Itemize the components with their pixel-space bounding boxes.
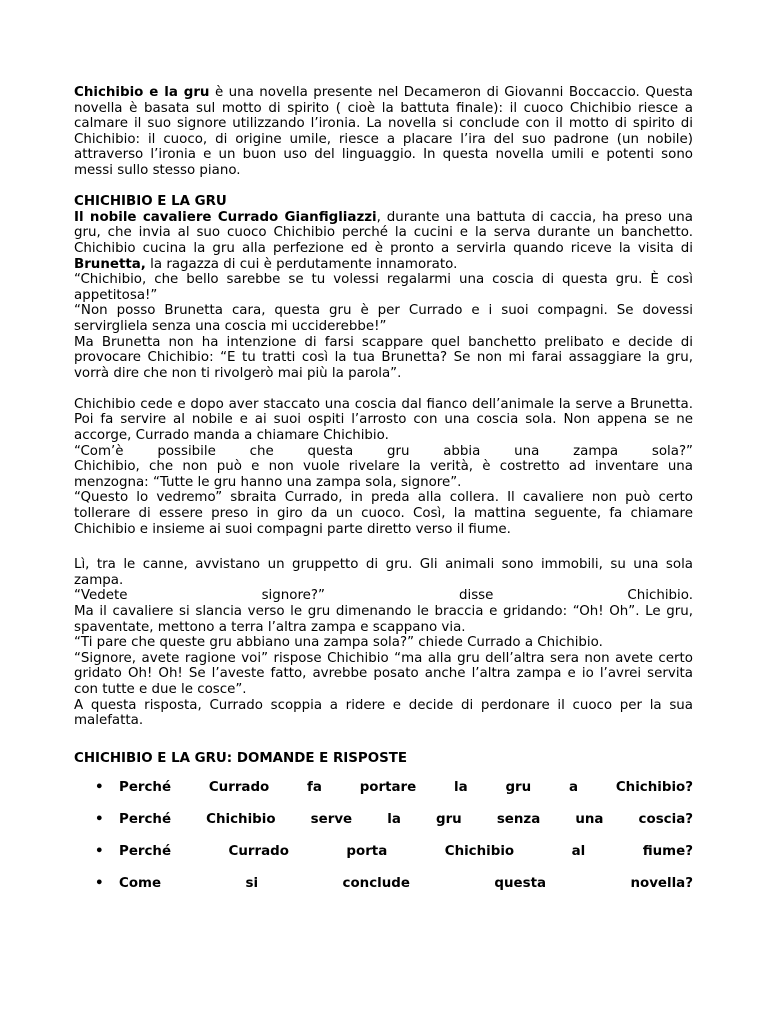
story-line-question: “Com’è possibile che questa gru abbia una zampa sola?” bbox=[74, 443, 693, 459]
story-paragraph-1 bbox=[74, 210, 693, 272]
brunetta-name: Brunetta, bbox=[74, 256, 146, 272]
question-text: Come si conclude questa novella? bbox=[119, 876, 693, 892]
story-line-currado-anger: “Questo lo vedremo” sbraita Currado, in preda alla collera. Il cavaliere non può certo tollerare di essere preso in giro da un cuoco. Così, la mattina seguente, fa chiamare Chichibio e insieme ai suoi compagni parte diretto verso il fiume. bbox=[74, 490, 693, 537]
bullet-icon: • bbox=[95, 812, 104, 828]
story-paragraph-3: Lì, tra le canne, avvistano un gruppetto di gru. Gli animali sono immobili, su una sola zampa. bbox=[74, 557, 693, 588]
qa-heading: CHICHIBIO E LA GRU: DOMANDE E RISPOSTE bbox=[74, 750, 408, 766]
story-p1-text2: la ragazza di cui è perdutamente innamorato. bbox=[145, 256, 458, 272]
list-item bbox=[74, 876, 693, 908]
story-line-chichibio-refusal: “Non posso Brunetta cara, questa gru è per Currado e i suoi compagni. Se dovessi servirgliela senza una coscia mi ucciderebbe!” bbox=[74, 303, 693, 334]
story-line-brunetta-threat: Ma Brunetta non ha intenzione di farsi scappare quel banchetto prelibato e decide di provocare Chichibio: “E tu tratti così la tua Brunetta? Se non mi farai assaggiare la gru, vorrà dire che non ti rivolgerò mai più la parola”. bbox=[74, 334, 693, 381]
intro-text: è una novella presente nel Decameron di Giovanni Boccaccio. Questa novella è basata sul motto di spirito ( cioè la battuta finale): il cuoco Chichibio riesce a calmare il suo signore utilizzando l’ironia. La novella si conclude con il motto di spirito di Chichibio: il cuoco, di origine umile, riesce a placare l’ira del suo padrone (un nobile) attraverso l’ironia e un buon uso del linguaggio. In questa novella umili e potenti sono messi sullo stesso piano. bbox=[74, 85, 693, 178]
questions-list bbox=[74, 780, 693, 908]
story-p1-text: , durante una battuta di caccia, ha preso una gru, che invia al suo cuoco Chichibio perché la cucini e la serva durante un banchetto. Chichibio cucina la gru alla perfezione ed è pronto a servirla quando riceve la visita di bbox=[74, 209, 693, 256]
list-item bbox=[74, 844, 693, 876]
list-item bbox=[74, 780, 693, 812]
document-page bbox=[74, 85, 693, 908]
story-line-vedete: “Vedete signore?” disse Chichibio. bbox=[74, 588, 693, 604]
story-paragraph-2: Chichibio cede e dopo aver staccato una coscia dal fianco dell’animale la serve a Brunetta. Poi fa servire al nobile e ai suoi ospiti l’arrosto con una coscia sola. Non appena se ne accorge, Currado manda a chiamare Chichibio. bbox=[74, 396, 693, 444]
story-line-brunetta-request: “Chichibio, che bello sarebbe se tu volessi regalarmi una coscia di questa gru. È così appetitosa!” bbox=[74, 272, 693, 303]
story-line-lie: Chichibio, che non può e non vuole rivelare la verità, è costretto ad inventare una menzogna: “Tutte le gru hanno una zampa sola, signore”. bbox=[74, 459, 693, 490]
story-line-cranes-flee: Ma il cavaliere si slancia verso le gru dimenando le braccia e gridando: “Oh! Oh”. Le gru, spaventate, mettono a terra l’altra zampa e scappano via. bbox=[74, 604, 693, 635]
intro-title: Chichibio e la gru bbox=[74, 85, 210, 100]
intro-paragraph bbox=[74, 85, 693, 179]
question-text: Perché Currado fa portare la gru a Chichibio? bbox=[119, 780, 693, 796]
story-line-currado-question: “Ti pare che queste gru abbiano una zampa sola?” chiede Currado a Chichibio. bbox=[74, 635, 603, 651]
story-line-chichibio-answer: “Signore, avete ragione voi” rispose Chichibio “ma alla gru dell’altra sera non avete certo gridato Oh! Oh! Se l’aveste fatto, avrebbe posato anche l’altra zampa e io l’avrei servita con tutte e due le cosce”. bbox=[74, 650, 693, 697]
bullet-icon: • bbox=[95, 780, 104, 796]
question-text: Perché Chichibio serve la gru senza una coscia? bbox=[119, 812, 693, 828]
story-line-ending: A questa risposta, Currado scoppia a ridere e decide di perdonare il cuoco per la sua malefatta. bbox=[74, 697, 693, 729]
bullet-icon: • bbox=[95, 844, 104, 860]
story-heading: CHICHIBIO E LA GRU bbox=[74, 194, 227, 210]
list-item bbox=[74, 812, 693, 844]
knight-name: Il nobile cavaliere Currado Gianfigliazzi bbox=[74, 209, 377, 225]
question-text: Perché Currado porta Chichibio al fiume? bbox=[119, 844, 693, 860]
bullet-icon: • bbox=[95, 876, 104, 892]
